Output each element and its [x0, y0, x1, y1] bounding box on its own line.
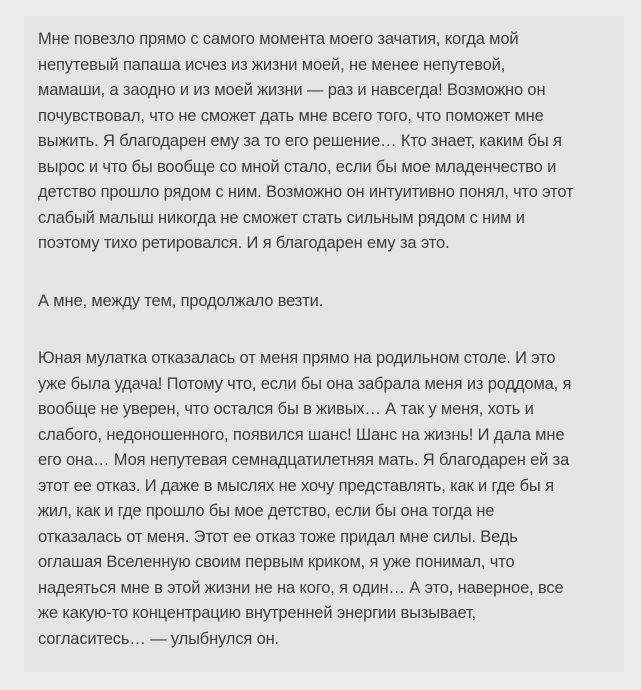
text-line: непутевый папаша исчез из жизни моей, не менее непутевой,	[38, 55, 506, 74]
text-line: слабого, недоношенного, появился шанс! Шанс на жизнь! И дала мне	[38, 425, 565, 444]
text-line: же какую-то концентрацию внутренней энергии вызывает,	[38, 604, 476, 622]
text-line: Мне повезло прямо с самого момента моего зачатия, когда мой	[38, 30, 519, 48]
text-line: выжить. Я благодарен ему за то его решение… Кто знает, каким бы я	[38, 132, 562, 150]
text-line: почувствовал, что не сможет дать мне всего того, что поможет мне	[38, 106, 544, 125]
paragraph-2	[38, 289, 598, 315]
text-line: детство прошло рядом с ним. Возможно он интуитивно понял, что этот	[38, 183, 574, 201]
paragraph-3	[38, 346, 598, 652]
text-line: отказалась от меня. Этот ее отказ тоже придал мне силы. Ведь	[38, 527, 518, 546]
text-line: согласитесь… — улыбнулся он.	[38, 629, 279, 648]
article-text	[38, 27, 598, 652]
text-line: А мне, между тем, продолжало везти.	[38, 291, 324, 310]
text-line: надеяться мне в этой жизни не на кого, я один… А это, наверное, все	[38, 578, 564, 597]
paragraph-spacer	[38, 257, 598, 289]
paragraph-1	[38, 27, 598, 257]
text-line: Юная мулатка отказалась от меня прямо на родильном столе. И это	[38, 349, 556, 367]
text-line: вообще не уверен, что остался бы в живых… А так у меня, хоть и	[38, 400, 534, 418]
paragraph-spacer	[38, 314, 598, 346]
text-line: мамаши, а заодно и из моей жизни — раз и навсегда! Возможно он	[38, 81, 546, 99]
text-line: этот ее отказ. И даже в мыслях не хочу представлять, как и где бы я	[38, 476, 554, 495]
text-line: оглашая Вселенную своим первым криком, я уже понимал, что	[38, 553, 515, 571]
text-line: слабый малыш никогда не сможет стать сильным рядом с ним и	[38, 208, 525, 227]
text-line: жил, как и где прошло бы мое детство, если бы она тогда не	[38, 502, 495, 520]
text-line: вырос и что бы вообще со мной стало, если бы мое младенчество и	[38, 157, 557, 176]
text-line: уже была удача! Потому что, если бы она забрала меня из роддома, я	[38, 374, 572, 393]
text-line: поэтому тихо ретировался. И я благодарен ему за это.	[38, 234, 450, 252]
text-line: его она… Моя непутевая семнадцатилетняя мать. Я благодарен ей за	[38, 451, 570, 469]
